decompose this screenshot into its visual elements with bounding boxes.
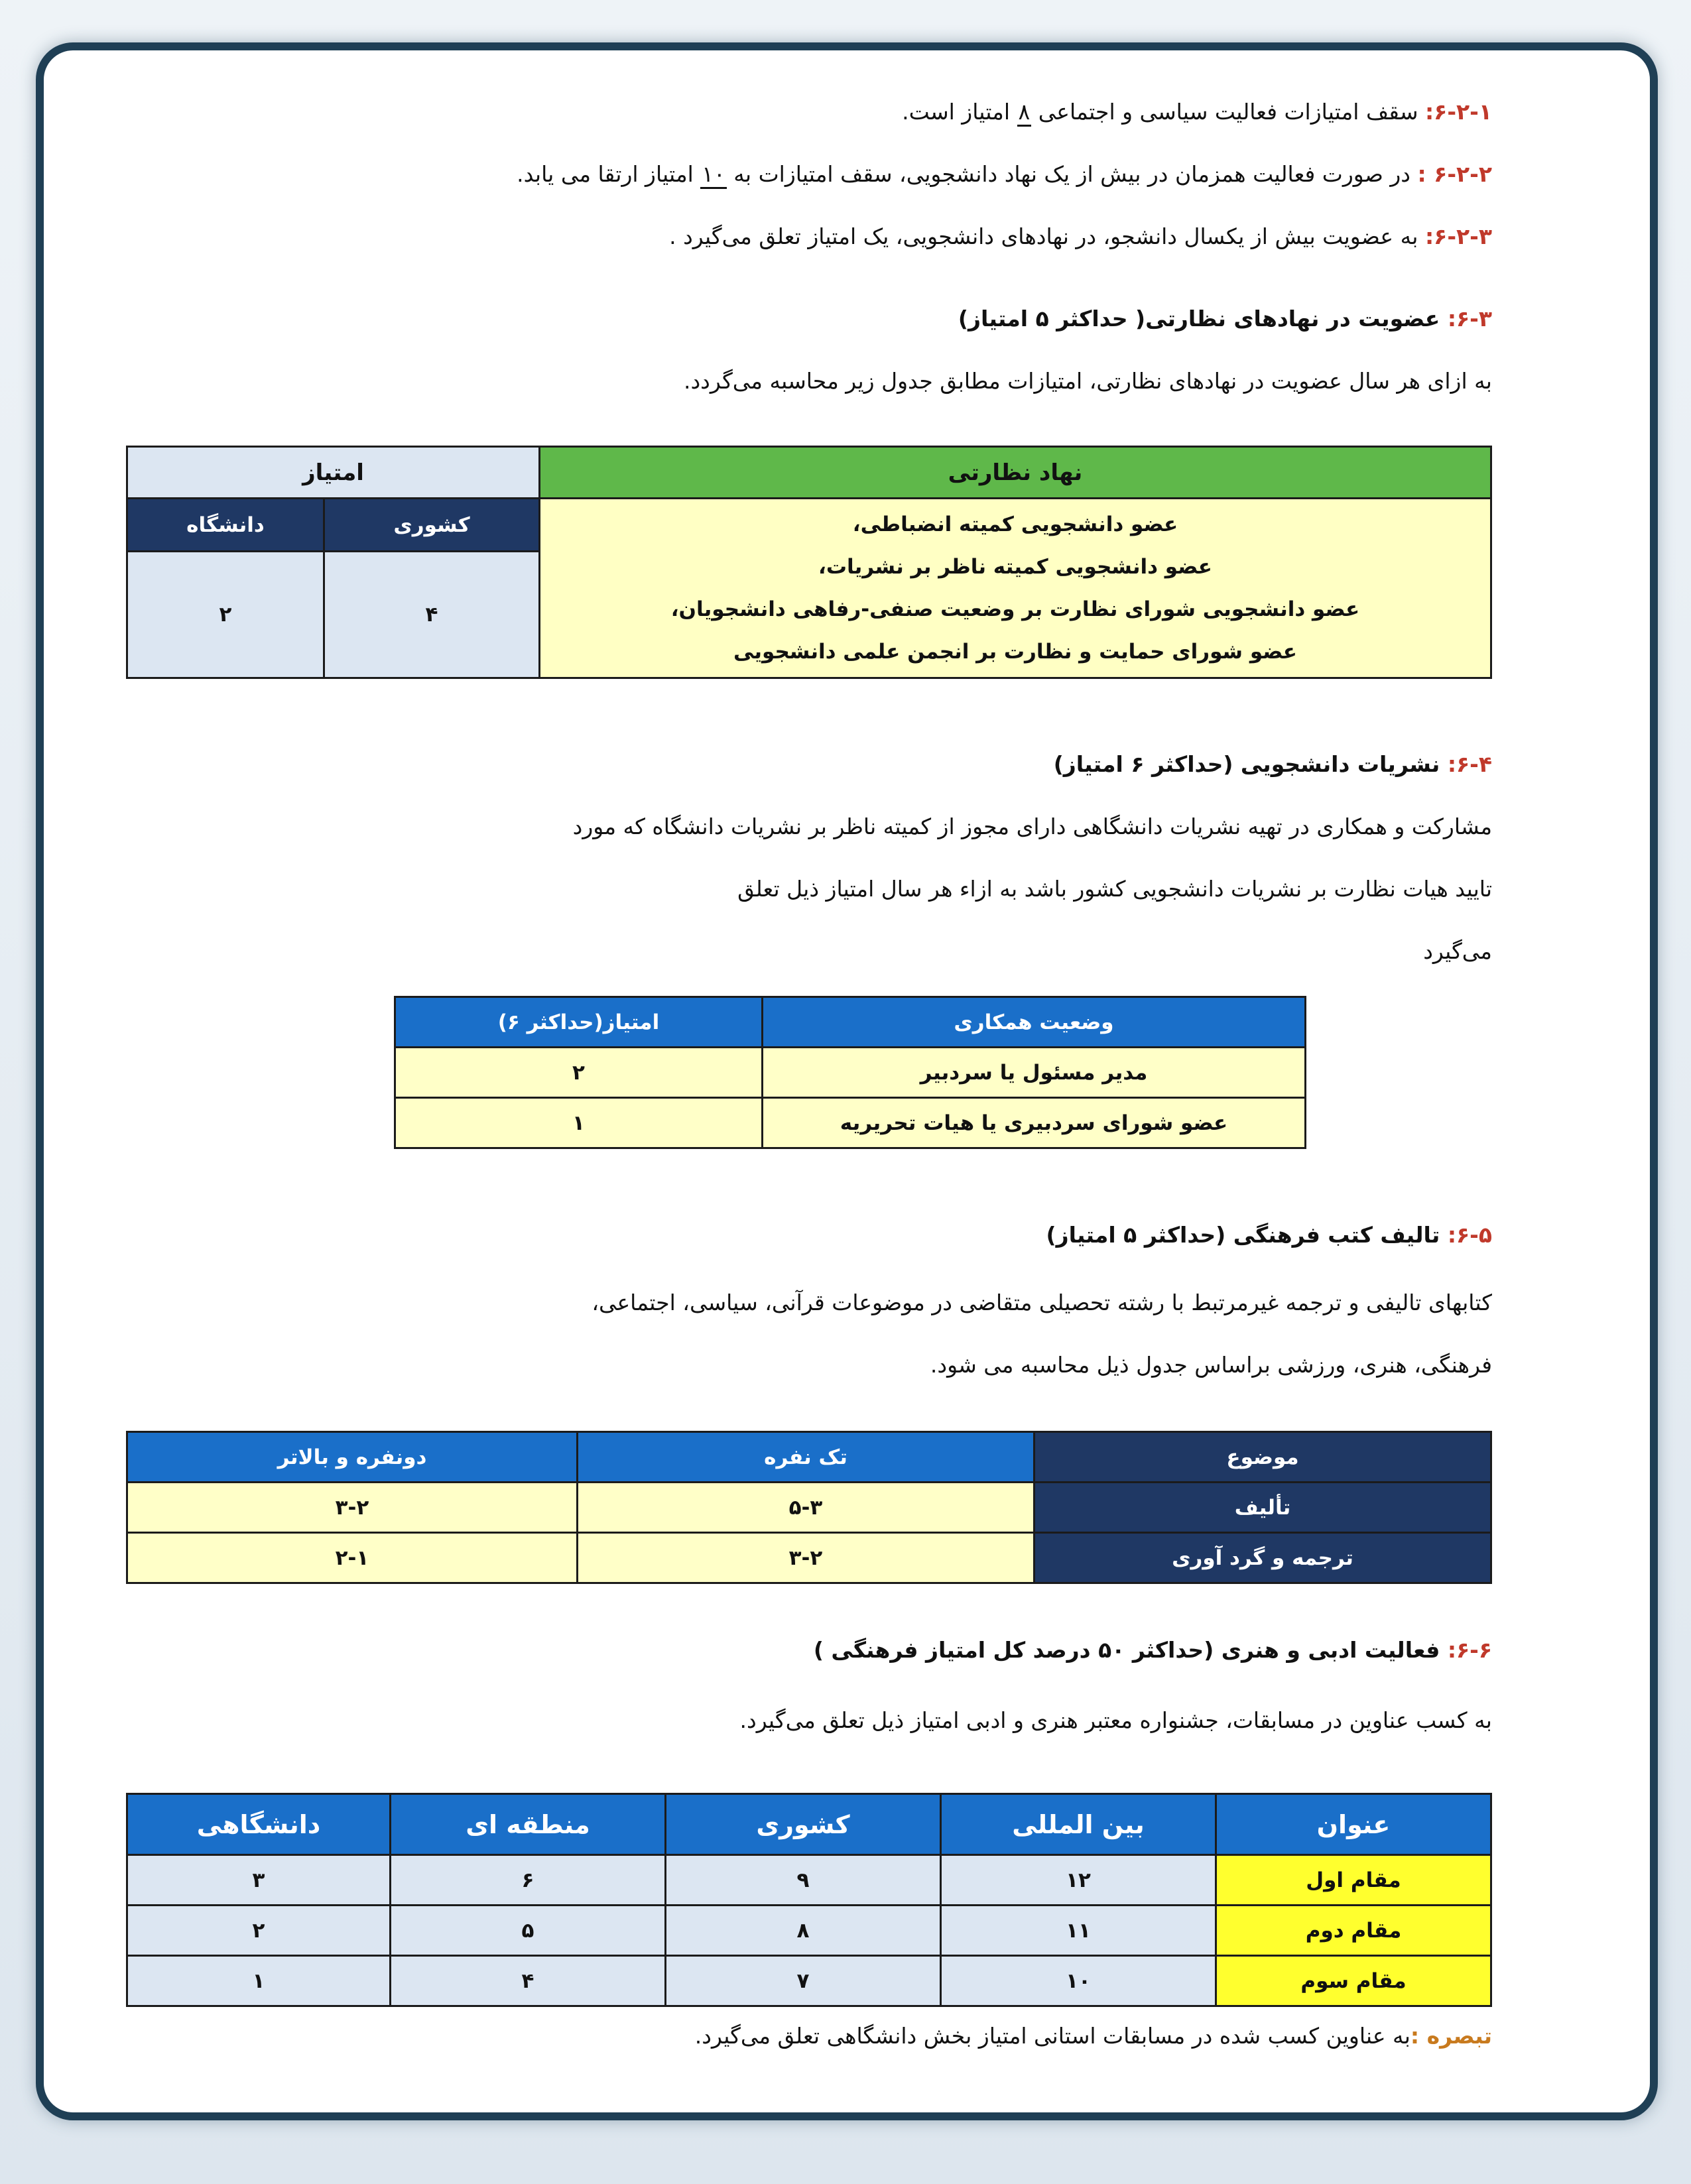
clause-value: ۸ — [1017, 99, 1032, 127]
header-topic: موضوع — [1034, 1432, 1491, 1483]
value-cell: ۱۰ — [941, 1956, 1216, 2006]
paragraph-6-2-2 — [517, 163, 1492, 185]
paragraph-6-4-line1: مشارکت و همکاری در تهیه نشریات دانشگاهی دارای مجوز از کمیته ناظر بر نشریات دانشگاه که مورد — [572, 814, 1492, 839]
header-university: دانشگاه — [127, 499, 324, 552]
paragraph-6-5-line2: فرهنگی، هنری، ورزشی براساس جدول ذیل محاسبه می شود. — [930, 1352, 1492, 1378]
score-cell: ۲ — [395, 1048, 763, 1098]
header-national: کشوری — [666, 1794, 941, 1855]
header-university: دانشگاهی — [127, 1794, 391, 1855]
value-cell: ۳ — [127, 1855, 391, 1906]
header-international: بین المللی — [941, 1794, 1216, 1855]
multi-cell: ۳-۲ — [127, 1483, 578, 1533]
table-row — [395, 1098, 1306, 1148]
value-cell: ۶ — [391, 1855, 666, 1906]
clause-text: سقف امتیازات فعالیت سیاسی و اجتماعی — [1031, 99, 1425, 125]
clause-text: به عضویت بیش از یکسال دانشجو، در نهادهای دانشجویی، یک امتیاز تعلق می‌گیرد . — [669, 223, 1425, 249]
multi-cell: ۲-۱ — [127, 1533, 578, 1583]
single-cell: ۵-۳ — [578, 1483, 1034, 1533]
clause-number: ۶-۲-۱: — [1424, 99, 1492, 125]
single-cell: ۳-۲ — [578, 1533, 1034, 1583]
clause-number: ۶-۲-۳: — [1424, 223, 1492, 249]
competitions-table — [126, 1793, 1492, 2007]
header-body: نهاد نظارتی — [540, 447, 1491, 499]
clause-number: ۶-۲-۲ : — [1417, 161, 1492, 187]
body-item: عضو شورای حمایت و نظارت بر انجمن علمی دانشجویی — [733, 640, 1297, 664]
value-cell: ۱۲ — [941, 1855, 1216, 1906]
table-row — [395, 1048, 1306, 1098]
publications-table — [394, 996, 1306, 1149]
header-multi: دونفره و بالاتر — [127, 1432, 578, 1483]
note — [695, 2025, 1492, 2047]
country-score: ۴ — [324, 552, 540, 678]
status-cell: مدیر مسئول یا سردبیر — [763, 1048, 1306, 1098]
header-regional: منطقه ای — [391, 1794, 666, 1855]
rank-cell: مقام سوم — [1216, 1956, 1491, 2006]
section-number: ۶-۶: — [1447, 1637, 1492, 1663]
header-score: امتیاز(حداکثر ۶) — [395, 997, 763, 1048]
heading-6-3 — [958, 308, 1492, 330]
paragraph-6-3: به ازای هر سال عضویت در نهادهای نظارتی، امتیازات مطابق جدول زیر محاسبه می‌گردد. — [683, 368, 1492, 394]
topic-cell: ترجمه و گرد آوری — [1034, 1533, 1491, 1583]
header-country: کشوری — [324, 499, 540, 552]
body-item: عضو دانشجویی کمیته انضباطی، — [852, 513, 1178, 536]
value-cell: ۹ — [666, 1855, 941, 1906]
paragraph-6-2-1 — [902, 101, 1492, 123]
paragraph-6-2-3 — [669, 225, 1492, 247]
clause-value: ۱۰ — [700, 161, 726, 189]
body-item: عضو دانشجویی شورای نظارت بر وضعیت صنفی-رفاهی دانشجویان، — [670, 597, 1360, 621]
supervisory-bodies-table — [126, 446, 1492, 679]
rank-cell: مقام اول — [1216, 1855, 1491, 1906]
value-cell: ۷ — [666, 1956, 941, 2006]
heading-6-6 — [814, 1639, 1492, 1661]
table-row — [127, 1855, 1491, 1906]
value-cell: ۸ — [666, 1906, 941, 1956]
status-cell: عضو شورای سردبیری یا هیات تحریریه — [763, 1098, 1306, 1148]
table-row — [127, 1956, 1491, 2006]
table-row — [127, 1906, 1491, 1956]
value-cell: ۱۱ — [941, 1906, 1216, 1956]
books-table — [126, 1431, 1492, 1584]
paragraph-6-4-line2: تایید هیات نظارت بر نشریات دانشجویی کشور باشد به ازاء هر سال امتیاز ذیل تعلق — [737, 876, 1492, 902]
bodies-cell — [540, 499, 1491, 678]
score-cell: ۱ — [395, 1098, 763, 1148]
heading-6-5 — [1046, 1224, 1492, 1246]
topic-cell: تألیف — [1034, 1483, 1491, 1533]
university-score: ۲ — [127, 552, 324, 678]
value-cell: ۲ — [127, 1906, 391, 1956]
value-cell: ۵ — [391, 1906, 666, 1956]
table-row — [127, 1533, 1491, 1583]
note-text: به عناوین کسب شده در مسابقات استانی امتیاز بخش دانشگاهی تعلق می‌گیرد. — [694, 2023, 1410, 2049]
note-label: تبصره : — [1410, 2023, 1492, 2049]
paragraph-6-5-line1: کتابهای تالیفی و ترجمه غیرمرتبط با رشته تحصیلی متقاضی در موضوعات قرآنی، سیاسی، اجتماعی، — [592, 1290, 1492, 1315]
section-title: نشریات دانشجویی (حداکثر ۶ امتیاز) — [1053, 751, 1448, 777]
section-title: تالیف کتب فرهنگی (حداکثر ۵ امتیاز) — [1046, 1222, 1448, 1248]
section-title: فعالیت ادبی و هنری (حداکثر ۵۰ درصد کل امتیاز فرهنگی ) — [813, 1637, 1448, 1663]
value-cell: ۱ — [127, 1956, 391, 2006]
section-number: ۶-۴: — [1447, 751, 1492, 777]
body-item: عضو دانشجویی کمیته ناظر بر نشریات، — [818, 555, 1212, 579]
header-title: عنوان — [1216, 1794, 1491, 1855]
paragraph-6-6: به کسب عناوین در مسابقات، جشنواره معتبر هنری و ادبی امتیاز ذیل تعلق می‌گیرد. — [739, 1707, 1492, 1733]
value-cell: ۴ — [391, 1956, 666, 2006]
clause-text-end: امتیاز ارتقا می یابد. — [517, 161, 701, 187]
header-single: تک نفره — [578, 1432, 1034, 1483]
table-row — [127, 1483, 1491, 1533]
paragraph-6-4-line3: می‌گیرد — [1423, 938, 1492, 964]
clause-text: در صورت فعالیت همزمان در بیش از یک نهاد دانشجویی، سقف امتیازات به — [726, 161, 1418, 187]
section-number: ۶-۳: — [1447, 306, 1492, 332]
section-number: ۶-۵: — [1447, 1222, 1492, 1248]
header-score: امتیاز — [127, 447, 540, 499]
clause-text-end: امتیاز است. — [902, 99, 1017, 125]
section-title: عضویت در نهادهای نظارتی( حداکثر ۵ امتیاز) — [958, 306, 1448, 332]
rank-cell: مقام دوم — [1216, 1906, 1491, 1956]
heading-6-4 — [1054, 753, 1492, 775]
header-status: وضعیت همکاری — [763, 997, 1306, 1048]
